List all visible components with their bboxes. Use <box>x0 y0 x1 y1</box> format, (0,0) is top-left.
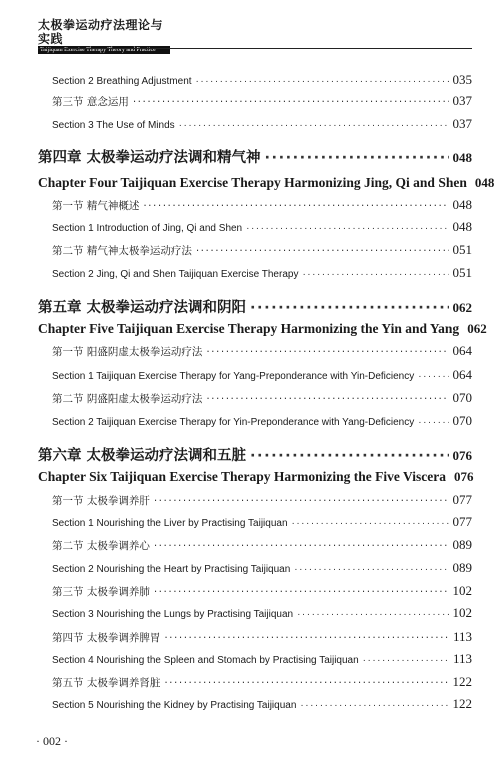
toc-entry-title: 第二节 太极拳调养心 <box>52 540 150 552</box>
toc-entry-title: Section 2 Nourishing the Heart by Practising Taijiquan <box>52 564 291 575</box>
toc-entry-title: Chapter Four Taijiquan Exercise Therapy Harmonizing Jing, Qi and Shen <box>38 175 467 190</box>
toc-entry[interactable] <box>38 413 472 429</box>
toc-entry-title: 第二节 精气神太极拳运动疗法 <box>52 245 192 257</box>
leader-dots <box>250 448 448 464</box>
toc-entry-title: Section 2 Taijiquan Exercise Therapy for Yin-Preponderance with Yang-Deficiency <box>52 417 415 428</box>
toc-entry[interactable] <box>38 629 472 645</box>
toc-entry-title: Section 3 The Use of Minds <box>52 120 175 131</box>
leader-dots <box>292 518 449 529</box>
toc-entry-page: 089 <box>452 560 472 575</box>
toc-entry-page: 076 <box>454 469 474 484</box>
toc-entry-page: 113 <box>452 651 472 666</box>
leader-dots <box>196 76 449 87</box>
toc-entry-title: Section 3 Nourishing the Lungs by Practising Taijiquan <box>52 609 294 620</box>
leader-dots <box>133 96 449 108</box>
toc-entry[interactable] <box>38 390 472 406</box>
leader-dots <box>164 632 449 644</box>
toc-entry[interactable] <box>38 605 472 621</box>
leader-dots <box>302 269 448 280</box>
toc-entry-title: Chapter Six Taijiquan Exercise Therapy Harmonizing the Five Viscera <box>38 469 447 484</box>
leader-dots <box>246 223 448 234</box>
toc-entry-title: 第三节 太极拳调养肺 <box>52 586 150 598</box>
toc-entry-page: 070 <box>452 390 472 405</box>
toc-entry-title: 第四章 太极拳运动疗法调和精气神 <box>38 150 261 166</box>
toc-entry-page: 062 <box>467 321 487 336</box>
leader-dots <box>206 393 448 405</box>
leader-dots <box>206 346 448 358</box>
toc-entry-page: 048 <box>452 197 472 212</box>
toc-entry[interactable] <box>38 146 472 167</box>
toc-entry[interactable] <box>38 72 472 88</box>
toc-entry-title: Section 2 Breathing Adjustment <box>52 76 192 87</box>
toc-entry-page: 102 <box>452 583 472 598</box>
toc-entry[interactable] <box>38 265 472 281</box>
toc-entry-page: 076 <box>452 448 472 463</box>
toc-entry-page: 122 <box>452 696 472 711</box>
toc-entry-title: 第三节 意念运用 <box>52 96 129 108</box>
toc-entry-title: Section 1 Introduction of Jing, Qi and Shen <box>52 223 243 234</box>
leader-dots <box>265 150 449 166</box>
leader-dots <box>418 371 448 382</box>
leader-dots <box>154 586 449 598</box>
header-title-en: Taijiquan Exercise Therapy Theory and Practice <box>38 46 170 54</box>
leader-dots <box>300 700 448 711</box>
toc-entry-page: 089 <box>452 537 472 552</box>
header-rule <box>38 48 472 49</box>
toc-entry[interactable] <box>38 197 472 213</box>
toc-entry[interactable] <box>38 296 472 317</box>
toc-entry-page: 037 <box>452 93 472 108</box>
toc-entry[interactable] <box>38 219 472 235</box>
leader-dots <box>418 417 448 428</box>
toc-entry-page: 048 <box>474 175 495 190</box>
toc-entry[interactable] <box>38 537 472 553</box>
leader-dots <box>294 564 448 575</box>
toc-entry-page: 102 <box>452 605 472 620</box>
toc-entry[interactable] <box>38 116 472 132</box>
toc-entry-page: 048 <box>452 150 472 165</box>
toc-entry-title: Section 5 Nourishing the Kidney by Practising Taijiquan <box>52 700 297 711</box>
toc-entry-page: 077 <box>452 492 472 507</box>
toc-entry-page: 064 <box>452 367 472 382</box>
leader-dots <box>154 540 449 552</box>
toc-entry-page: 048 <box>452 219 472 234</box>
toc-entry-page: 035 <box>452 72 472 87</box>
toc-entry[interactable] <box>38 242 472 258</box>
toc-entry[interactable] <box>38 696 472 712</box>
toc-entry-title: 第六章 太极拳运动疗法调和五脏 <box>38 448 247 464</box>
toc-entry-page: 070 <box>452 413 472 428</box>
leader-dots <box>143 200 448 212</box>
toc-entry-title: 第四节 太极拳调养脾胃 <box>52 632 161 644</box>
page-number: · 002 · <box>36 734 68 748</box>
toc-entry-page: 122 <box>452 674 472 689</box>
toc-entry-title: 第二节 阴盛阳虚太极拳运动疗法 <box>52 393 203 405</box>
toc-entry[interactable] <box>38 175 495 191</box>
leader-dots <box>250 300 448 316</box>
toc-entry-page: 051 <box>452 265 472 280</box>
leader-dots <box>297 609 448 620</box>
toc-entry-title: Section 1 Nourishing the Liver by Practising Taijiquan <box>52 518 288 529</box>
toc-entry[interactable] <box>38 492 472 508</box>
leader-dots <box>164 677 448 689</box>
toc-entry[interactable] <box>38 93 472 109</box>
toc-entry-title: 第一节 太极拳调养肝 <box>52 495 150 507</box>
toc-entry[interactable] <box>38 560 472 576</box>
toc-entry[interactable] <box>38 469 472 485</box>
header-title-cn: 太极拳运动疗法理论与实践 <box>38 18 164 46</box>
toc-entry[interactable] <box>38 321 487 337</box>
toc-entry[interactable] <box>38 514 472 530</box>
toc-entry-title: 第一节 阳盛阴虚太极拳运动疗法 <box>52 346 203 358</box>
toc-entry[interactable] <box>38 343 472 359</box>
toc-entry-page: 062 <box>452 300 472 315</box>
toc-entry-page: 113 <box>452 629 472 644</box>
toc-entry-title: Section 4 Nourishing the Spleen and Stomach by Practising Taijiquan <box>52 655 359 666</box>
toc-entry[interactable] <box>38 367 472 383</box>
toc-entry-page: 051 <box>452 242 472 257</box>
toc-entry[interactable] <box>38 583 472 599</box>
toc-entry-title: 第一节 精气神概述 <box>52 200 140 212</box>
leader-dots <box>363 655 449 666</box>
toc-entry-title: Chapter Five Taijiquan Exercise Therapy Harmonizing the Yin and Yang <box>38 321 460 336</box>
toc-entry-page: 037 <box>452 116 472 131</box>
leader-dots <box>179 120 449 131</box>
toc-entry-page: 077 <box>452 514 472 529</box>
toc-entry-title: Section 1 Taijiquan Exercise Therapy for Yang-Preponderance with Yin-Deficiency <box>52 371 415 382</box>
leader-dots <box>196 245 449 257</box>
toc-entry-page: 064 <box>452 343 472 358</box>
toc-entry[interactable] <box>38 651 472 667</box>
leader-dots <box>154 495 449 507</box>
toc-entry-title: Section 2 Jing, Qi and Shen Taijiquan Exercise Therapy <box>52 269 299 280</box>
toc-entry-title: 第五节 太极拳调养肾脏 <box>52 677 161 689</box>
toc-entry[interactable] <box>38 674 472 690</box>
toc-entry-title: 第五章 太极拳运动疗法调和阴阳 <box>38 300 247 316</box>
toc-entry[interactable] <box>38 444 472 465</box>
